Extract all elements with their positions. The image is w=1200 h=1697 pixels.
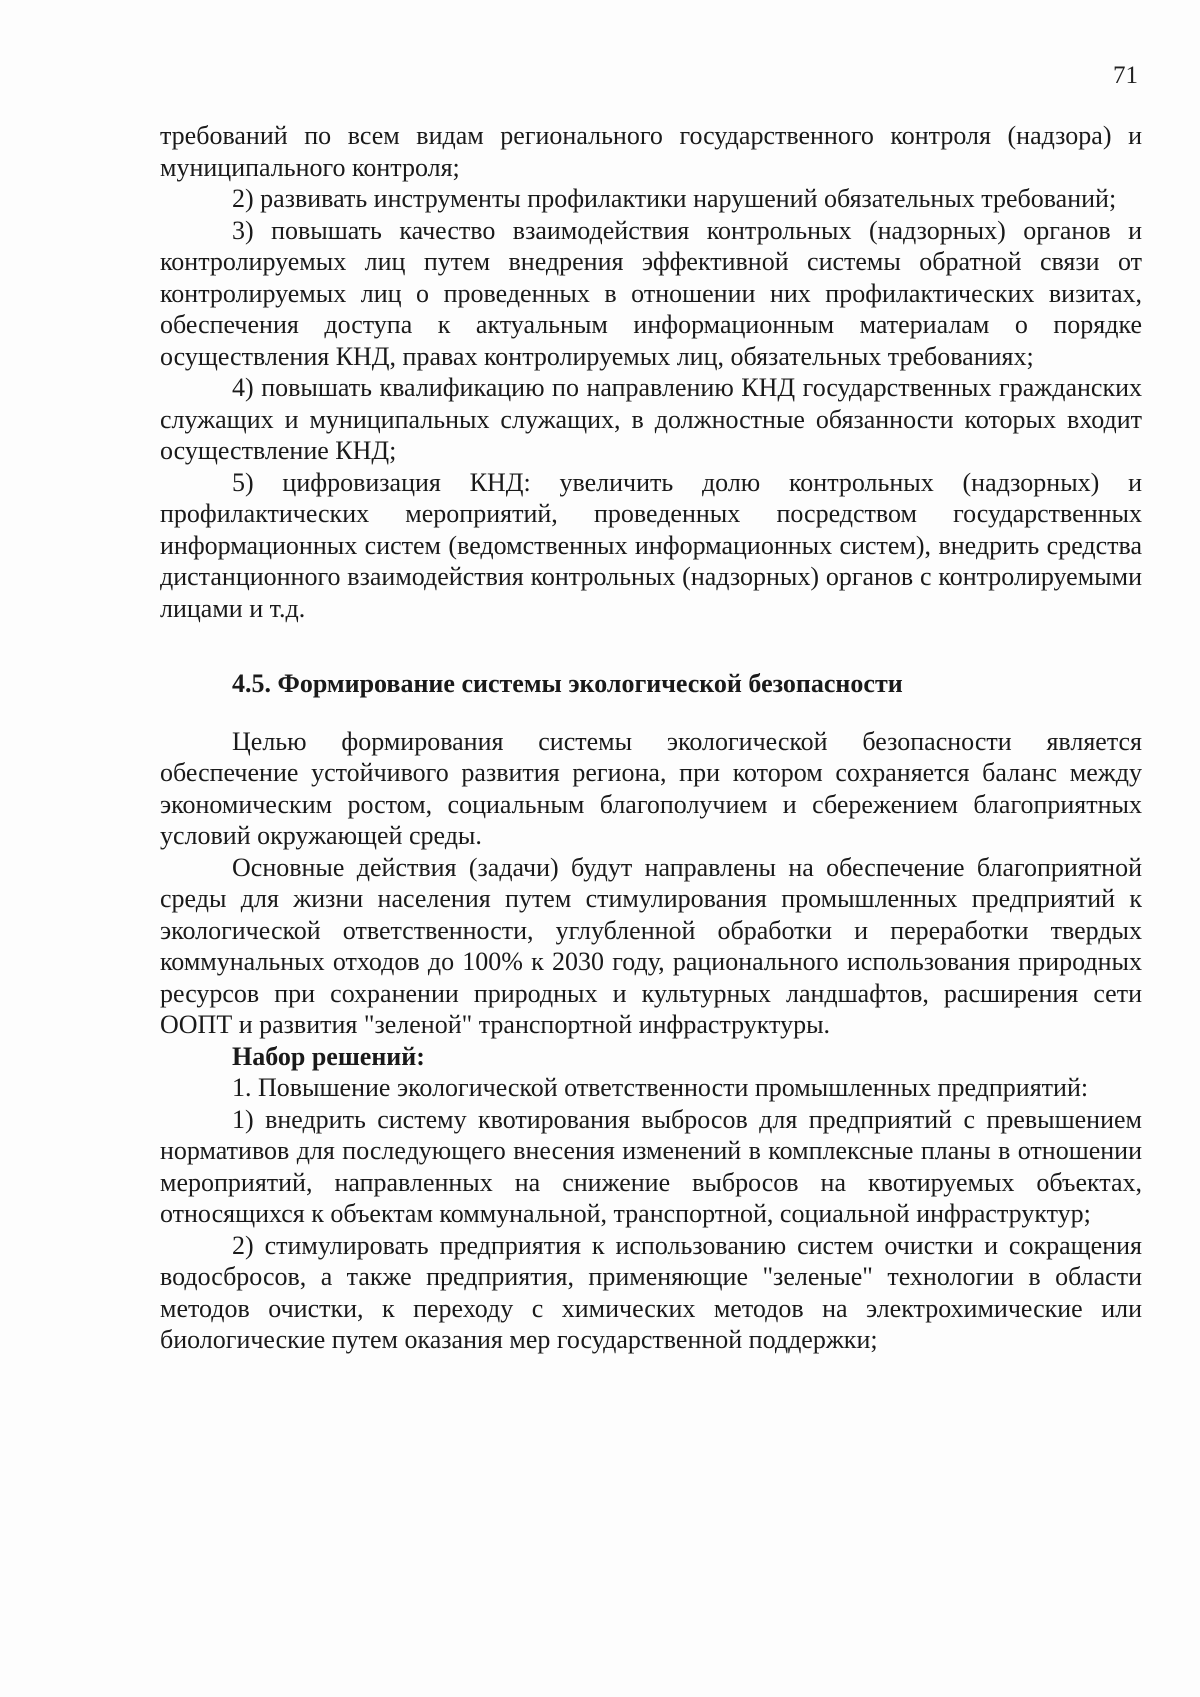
paragraph: Основные действия (задачи) будут направлены на обеспечение благоприятной среды для жизни населения путем стимулирования промышленных предприятий к экологической ответственности, углубленной обработки и переработки твердых коммунальных отходов до 100% к 2030 году, рационального использования природных ресурсов при сохранении природных и культурных ландшафтов, расширения сети ООПТ и развития "зеленой" транспортной инфраструктуры. [160,852,1142,1039]
section-heading: 4.5. Формирование системы экологической безопасности [232,669,903,698]
paragraph: требований по всем видам регионального государственного контроля (надзора) и муниципального контроля; [160,121,1142,182]
solutions-label: Набор решений: [232,1041,425,1071]
document-body [160,120,1142,1356]
list-item: 5) цифровизация КНД: увеличить долю контрольных (надзорных) и профилактических мероприятий, проведенных посредством государственных информационных систем (ведомственных информационных систем), внедрить средства дистанционного взаимодействия контрольных (надзорных) органов с контролируемыми лицами и т.д. [160,467,1142,623]
list-item: 3) повышать качество взаимодействия контрольных (надзорных) органов и контролируемых лиц путем внедрения эффективной системы обратной связи от контролируемых лиц о проведенных в отношении них профилактических визитах, обеспечения доступа к актуальным информационным материалам о порядке осуществления КНД, правах контролируемых лиц, обязательных требованиях; [160,215,1142,371]
list-item: 1) внедрить систему квотирования выбросов для предприятий с превышением нормативов для последующего внесения изменений в комплексные планы в отношении мероприятий, направленных на снижение выбросов на квотируемых объектах, относящихся к объектам коммунальной, транспортной, социальной инфраструктур; [160,1104,1142,1228]
list-item: 2) развивать инструменты профилактики нарушений обязательных требований; [232,184,1117,213]
list-item: 4) повышать квалификацию по направлению КНД государственных гражданских служащих и муниципальных служащих, в должностные обязанности которых входит осуществление КНД; [160,373,1142,465]
list-item: 2) стимулировать предприятия к использованию систем очистки и сокращения водосбросов, а также предприятия, применяющие "зеленые" технологии в области методов очистки, к переходу с химических методов на электрохимические или биологические путем оказания мер государственной поддержки; [160,1230,1142,1354]
paragraph: Целью формирования системы экологической безопасности является обеспечение устойчивого развития региона, при котором сохраняется баланс между экономическим ростом, социальным благополучием и сбережением благоприятных условий окружающей среды. [160,726,1142,850]
solution-heading: 1. Повышение экологической ответственности промышленных предприятий: [232,1073,1089,1102]
page-number: 71 [1113,62,1138,89]
